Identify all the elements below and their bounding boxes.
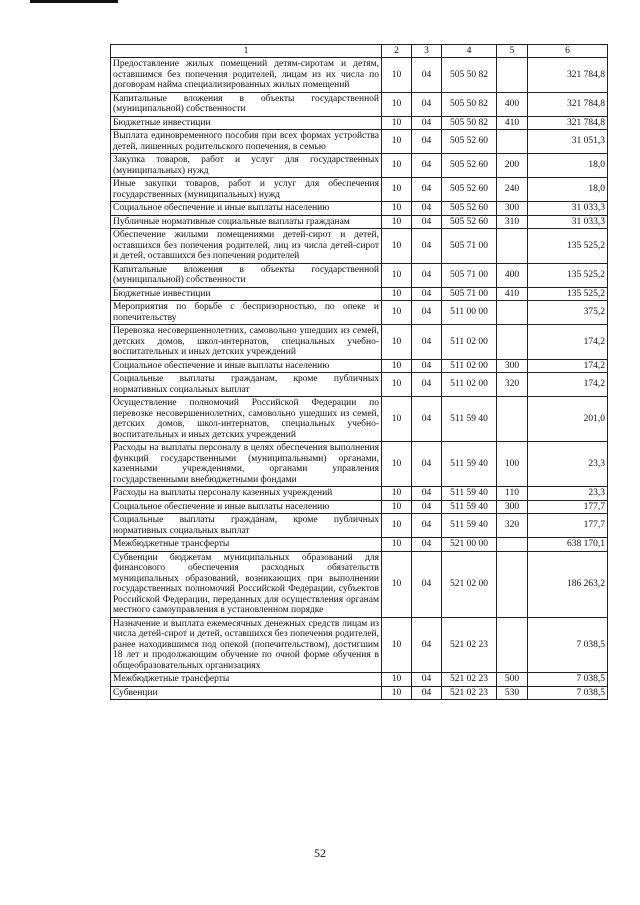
row-name-cell: Социальное обеспечение и иные выплаты населению — [111, 202, 382, 216]
target-article-cell: 511 59 40 — [442, 397, 497, 442]
target-article-cell: 505 52 60 — [442, 154, 497, 178]
expense-type-cell: 110 — [497, 487, 528, 501]
row-name-cell: Иные закупки товаров, работ и услуг для обеспечения государственных (муниципальных) нужд — [111, 178, 382, 202]
subsection-code-cell: 04 — [412, 116, 442, 130]
amount-cell: 31 051,3 — [528, 130, 608, 154]
subsection-code-cell: 04 — [412, 617, 442, 673]
target-article-cell: 511 59 40 — [442, 500, 497, 514]
table-row — [111, 130, 608, 154]
table-row — [111, 215, 608, 229]
section-code-cell: 10 — [382, 215, 412, 229]
target-article-cell: 511 02 00 — [442, 325, 497, 360]
section-code-cell: 10 — [382, 673, 412, 687]
expense-type-cell: 410 — [497, 287, 528, 301]
target-article-cell: 521 02 23 — [442, 686, 497, 700]
target-article-cell: 505 71 00 — [442, 287, 497, 301]
expense-type-cell: 300 — [497, 202, 528, 216]
subsection-code-cell: 04 — [412, 325, 442, 360]
expense-type-cell — [497, 551, 528, 617]
expense-type-cell: 400 — [497, 92, 528, 116]
section-code-cell: 10 — [382, 359, 412, 373]
row-name-cell: Публичные нормативные социальные выплаты гражданам — [111, 215, 382, 229]
expense-type-cell: 400 — [497, 263, 528, 287]
amount-cell: 174,2 — [528, 325, 608, 360]
section-code-cell: 10 — [382, 58, 412, 93]
section-code-cell: 10 — [382, 373, 412, 397]
row-name-cell: Расходы на выплаты персоналу в целях обеспечения выполнения функций государственными (муниципальными) органами, казенными учреждениями, органами управления государственными внебюджетными фондами — [111, 442, 382, 487]
subsection-code-cell: 04 — [412, 92, 442, 116]
section-code-cell: 10 — [382, 178, 412, 202]
target-article-cell: 505 52 60 — [442, 202, 497, 216]
amount-cell: 201,0 — [528, 397, 608, 442]
row-name-cell: Выплата единовременного пособия при всех формах устройства детей, лишенных родительского попечения, в семью — [111, 130, 382, 154]
amount-cell: 174,2 — [528, 373, 608, 397]
section-code-cell: 10 — [382, 325, 412, 360]
row-name-cell: Межбюджетные трансферты — [111, 538, 382, 552]
subsection-code-cell: 04 — [412, 442, 442, 487]
target-article-cell: 505 52 60 — [442, 215, 497, 229]
expense-type-cell: 300 — [497, 500, 528, 514]
amount-cell: 177,7 — [528, 514, 608, 538]
subsection-code-cell: 04 — [412, 178, 442, 202]
target-article-cell: 505 71 00 — [442, 263, 497, 287]
expense-type-cell — [497, 397, 528, 442]
section-code-cell: 10 — [382, 202, 412, 216]
row-name-cell: Социальные выплаты гражданам, кроме публичных нормативных социальных выплат — [111, 514, 382, 538]
expense-type-cell — [497, 229, 528, 264]
expense-type-cell — [497, 130, 528, 154]
expense-type-cell: 100 — [497, 442, 528, 487]
table-row — [111, 514, 608, 538]
row-name-cell: Социальное обеспечение и иные выплаты населению — [111, 500, 382, 514]
table-row — [111, 301, 608, 325]
expense-type-cell — [497, 301, 528, 325]
amount-cell: 321 784,8 — [528, 92, 608, 116]
expense-type-cell: 310 — [497, 215, 528, 229]
expense-type-cell: 320 — [497, 373, 528, 397]
table-row — [111, 229, 608, 264]
table-row — [111, 373, 608, 397]
target-article-cell: 521 00 00 — [442, 538, 497, 552]
amount-cell: 7 038,5 — [528, 617, 608, 673]
subsection-code-cell: 04 — [412, 58, 442, 93]
expense-type-cell: 410 — [497, 116, 528, 130]
target-article-cell: 505 52 60 — [442, 130, 497, 154]
subsection-code-cell: 04 — [412, 487, 442, 501]
table-row — [111, 487, 608, 501]
subsection-code-cell: 04 — [412, 538, 442, 552]
target-article-cell: 511 02 00 — [442, 373, 497, 397]
table-row — [111, 58, 608, 93]
target-article-cell: 505 71 00 — [442, 229, 497, 264]
amount-cell: 321 784,8 — [528, 58, 608, 93]
row-name-cell: Субвенции бюджетам муниципальных образований для финансового обеспечения расходных обязательств муниципальных образований, возникающих при выполнении государственных полномочий Российской Федерации, субъектов Российской Федерации, переданных для осуществления органам местного самоуправления в установленном порядке — [111, 551, 382, 617]
section-code-cell: 10 — [382, 116, 412, 130]
top-rule — [30, 0, 118, 3]
expense-type-cell: 300 — [497, 359, 528, 373]
header-cell: 1 — [111, 45, 382, 58]
amount-cell: 7 038,5 — [528, 686, 608, 700]
table-row — [111, 673, 608, 687]
amount-cell: 177,7 — [528, 500, 608, 514]
section-code-cell: 10 — [382, 514, 412, 538]
amount-cell: 31 033,3 — [528, 202, 608, 216]
subsection-code-cell: 04 — [412, 673, 442, 687]
row-name-cell: Мероприятия по борьбе с беспризорностью, по опеке и попечительству — [111, 301, 382, 325]
row-name-cell: Социальное обеспечение и иные выплаты населению — [111, 359, 382, 373]
table-row — [111, 92, 608, 116]
expense-type-cell: 200 — [497, 154, 528, 178]
subsection-code-cell: 04 — [412, 551, 442, 617]
amount-cell: 186 263,2 — [528, 551, 608, 617]
amount-cell: 174,2 — [528, 359, 608, 373]
target-article-cell: 521 02 23 — [442, 617, 497, 673]
expense-type-cell: 240 — [497, 178, 528, 202]
section-code-cell: 10 — [382, 617, 412, 673]
row-name-cell: Капитальные вложения в объекты государственной (муниципальной) собственности — [111, 263, 382, 287]
target-article-cell: 505 50 82 — [442, 116, 497, 130]
row-name-cell: Субвенции — [111, 686, 382, 700]
row-name-cell: Осуществление полномочий Российской Федерации по перевозке несовершеннолетних, самовольно ушедших из семей, детских домов, школ-интернатов, специальных учебно-воспитательных и иных детских учреждений — [111, 397, 382, 442]
amount-cell: 31 033,3 — [528, 215, 608, 229]
row-name-cell: Капитальные вложения в объекты государственной (муниципальной) собственности — [111, 92, 382, 116]
amount-cell: 375,2 — [528, 301, 608, 325]
amount-cell: 135 525,2 — [528, 263, 608, 287]
section-code-cell: 10 — [382, 487, 412, 501]
header-cell: 5 — [497, 45, 528, 58]
target-article-cell: 511 59 40 — [442, 442, 497, 487]
table-row — [111, 154, 608, 178]
amount-cell: 135 525,2 — [528, 287, 608, 301]
section-code-cell: 10 — [382, 538, 412, 552]
table-row — [111, 263, 608, 287]
section-code-cell: 10 — [382, 130, 412, 154]
section-code-cell: 10 — [382, 442, 412, 487]
table-row — [111, 397, 608, 442]
expense-type-cell — [497, 58, 528, 93]
target-article-cell: 521 02 00 — [442, 551, 497, 617]
table-row — [111, 287, 608, 301]
section-code-cell: 10 — [382, 551, 412, 617]
amount-cell: 18,0 — [528, 154, 608, 178]
section-code-cell: 10 — [382, 287, 412, 301]
section-code-cell: 10 — [382, 500, 412, 514]
subsection-code-cell: 04 — [412, 287, 442, 301]
row-name-cell: Социальные выплаты гражданам, кроме публичных нормативных социальных выплат — [111, 373, 382, 397]
subsection-code-cell: 04 — [412, 373, 442, 397]
row-name-cell: Бюджетные инвестиции — [111, 287, 382, 301]
subsection-code-cell: 04 — [412, 263, 442, 287]
subsection-code-cell: 04 — [412, 514, 442, 538]
table-row — [111, 617, 608, 673]
row-name-cell: Закупка товаров, работ и услуг для государственных (муниципальных) нужд — [111, 154, 382, 178]
amount-cell: 638 170,1 — [528, 538, 608, 552]
table-row — [111, 178, 608, 202]
expense-type-cell — [497, 617, 528, 673]
subsection-code-cell: 04 — [412, 130, 442, 154]
table-row — [111, 500, 608, 514]
section-code-cell: 10 — [382, 686, 412, 700]
row-name-cell: Назначение и выплата ежемесячных денежных средств лицам из числа детей-сирот и детей, оставшихся без попечения родителей, ранее находившимся под опекой (попечительством), достигшим 18 лет и продолжающим обучение по очной форме обучения в общеобразовательных организациях — [111, 617, 382, 673]
subsection-code-cell: 04 — [412, 397, 442, 442]
amount-cell: 7 038,5 — [528, 673, 608, 687]
subsection-code-cell: 04 — [412, 154, 442, 178]
header-cell: 6 — [528, 45, 608, 58]
subsection-code-cell: 04 — [412, 215, 442, 229]
target-article-cell: 511 02 00 — [442, 359, 497, 373]
budget-table — [110, 44, 608, 700]
row-name-cell: Расходы на выплаты персоналу казенных учреждений — [111, 487, 382, 501]
table-row — [111, 116, 608, 130]
header-cell: 3 — [412, 45, 442, 58]
subsection-code-cell: 04 — [412, 686, 442, 700]
expense-type-cell: 530 — [497, 686, 528, 700]
table-row — [111, 325, 608, 360]
target-article-cell: 521 02 23 — [442, 673, 497, 687]
subsection-code-cell: 04 — [412, 202, 442, 216]
amount-cell: 321 784,8 — [528, 116, 608, 130]
amount-cell: 135 525,2 — [528, 229, 608, 264]
expense-type-cell: 500 — [497, 673, 528, 687]
target-article-cell: 505 52 60 — [442, 178, 497, 202]
amount-cell: 18,0 — [528, 178, 608, 202]
expense-type-cell — [497, 325, 528, 360]
expense-type-cell: 320 — [497, 514, 528, 538]
row-name-cell: Межбюджетные трансферты — [111, 673, 382, 687]
subsection-code-cell: 04 — [412, 500, 442, 514]
table-row — [111, 538, 608, 552]
expense-type-cell — [497, 538, 528, 552]
header-cell: 4 — [442, 45, 497, 58]
target-article-cell: 505 50 82 — [442, 58, 497, 93]
section-code-cell: 10 — [382, 154, 412, 178]
table-header-row — [111, 45, 608, 58]
target-article-cell: 511 59 40 — [442, 514, 497, 538]
target-article-cell: 511 59 40 — [442, 487, 497, 501]
header-cell: 2 — [382, 45, 412, 58]
table-body — [111, 45, 608, 700]
subsection-code-cell: 04 — [412, 229, 442, 264]
table-row — [111, 686, 608, 700]
target-article-cell: 511 00 00 — [442, 301, 497, 325]
row-name-cell: Перевозка несовершеннолетних, самовольно ушедших из семей, детских домов, школ-интернатов, специальных учебно-воспитательных и иных детских учреждений — [111, 325, 382, 360]
row-name-cell: Обеспечение жилыми помещениями детей-сирот и детей, оставшихся без попечения родителей, лиц из числа детей-сирот и детей, оставшихся без попечения родителей — [111, 229, 382, 264]
section-code-cell: 10 — [382, 397, 412, 442]
section-code-cell: 10 — [382, 92, 412, 116]
table-row — [111, 442, 608, 487]
section-code-cell: 10 — [382, 229, 412, 264]
table-row — [111, 202, 608, 216]
subsection-code-cell: 04 — [412, 301, 442, 325]
amount-cell: 23,3 — [528, 487, 608, 501]
table-row — [111, 359, 608, 373]
subsection-code-cell: 04 — [412, 359, 442, 373]
section-code-cell: 10 — [382, 263, 412, 287]
target-article-cell: 505 50 82 — [442, 92, 497, 116]
row-name-cell: Бюджетные инвестиции — [111, 116, 382, 130]
amount-cell: 23,3 — [528, 442, 608, 487]
row-name-cell: Предоставление жилых помещений детям-сиротам и детям, оставшимся без попечения родителей, лицам из их числа по договорам найма специализированных жилых помещений — [111, 58, 382, 93]
section-code-cell: 10 — [382, 301, 412, 325]
table-row — [111, 551, 608, 617]
page-number: 52 — [314, 846, 326, 860]
